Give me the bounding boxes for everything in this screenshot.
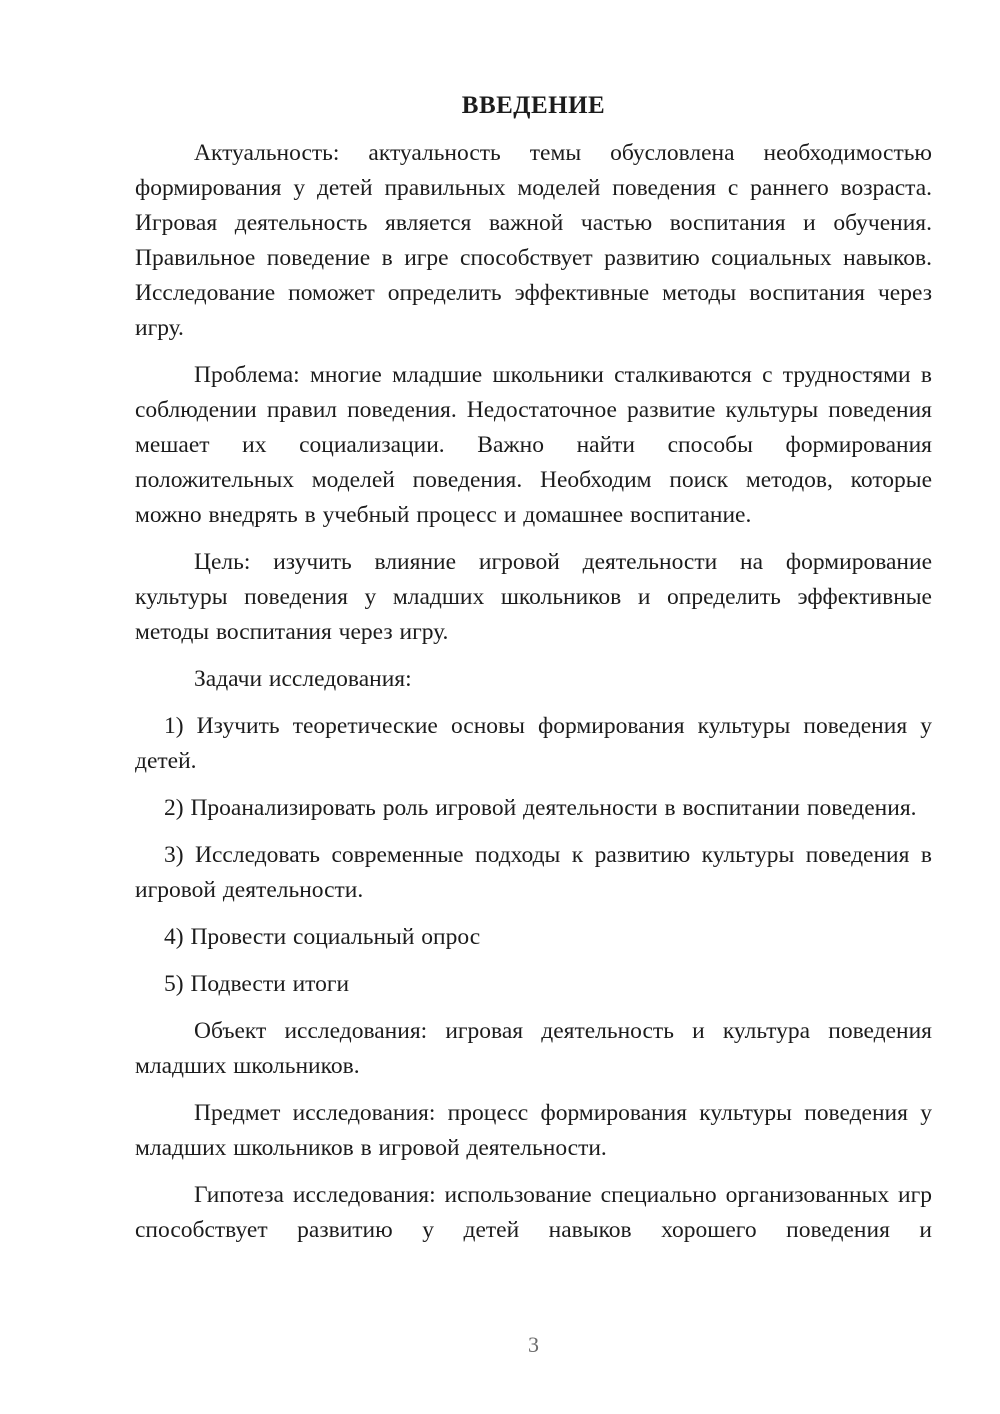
task-item-2: 2) Проанализировать роль игровой деятельности в воспитании поведения. xyxy=(164,795,917,821)
page-title: ВВЕДЕНИЕ xyxy=(461,92,606,119)
paragraph-aktualnost: Актуальность: актуальность темы обусловлена необходимостью формирования у детей правильных моделей поведения с раннего возраста. Игровая деятельность является важной частью воспитания и обучения. Правильное поведение в игре способствует развитию социальных навыков. Исследование поможет определить эффективные методы воспитания через игру. xyxy=(135,140,932,341)
paragraph-obekt: Объект исследования: игровая деятельность и культура поведения младших школьников. xyxy=(135,1018,932,1079)
task-item-1: 1) Изучить теоретические основы формирования культуры поведения у детей. xyxy=(135,713,932,774)
page-number: 3 xyxy=(528,1332,539,1357)
paragraph-gipoteza: Гипотеза исследования: использование специально организованных игр способствует развитию у детей навыков хорошего поведения и xyxy=(135,1182,932,1243)
paragraph-zadachi-label: Задачи исследования: xyxy=(194,666,412,692)
paragraph-problema: Проблема: многие младшие школьники сталкиваются с трудностями в соблюдении правил поведения. Недостаточное развитие культуры поведения мешает их социализации. Важно найти способы формирования положительных моделей поведения. Необходим поиск методов, которые можно внедрять в учебный процесс и домашнее воспитание. xyxy=(135,362,932,528)
paragraph-predmet: Предмет исследования: процесс формирования культуры поведения у младших школьников в игровой деятельности. xyxy=(135,1100,932,1161)
paragraph-tsel: Цель: изучить влияние игровой деятельности на формирование культуры поведения у младших школьников и определить эффективные методы воспитания через игру. xyxy=(135,549,932,645)
task-item-5: 5) Подвести итоги xyxy=(164,971,350,997)
page-content xyxy=(135,88,932,1260)
task-item-3: 3) Исследовать современные подходы к развитию культуры поведения в игровой деятельности. xyxy=(135,842,932,903)
task-item-4: 4) Провести социальный опрос xyxy=(164,924,481,950)
